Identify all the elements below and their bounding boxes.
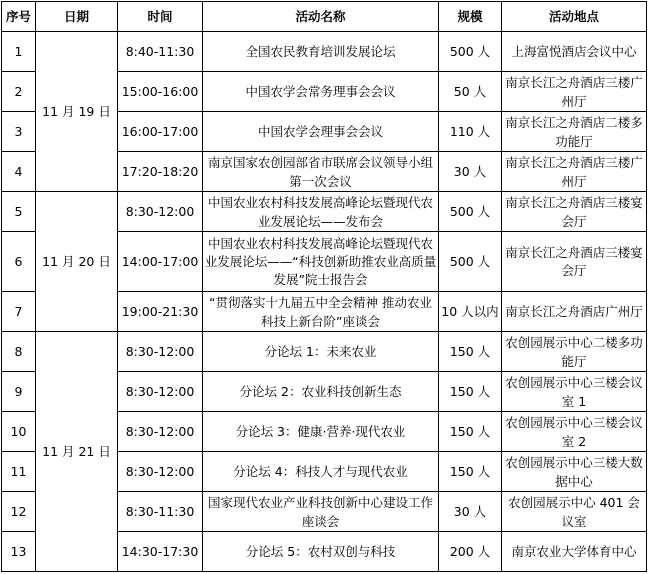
cell-no: 1 [2,32,36,72]
cell-no: 11 [2,452,36,492]
cell-time: 8:30-12:00 [118,332,203,372]
cell-no: 4 [2,152,36,192]
cell-venue: 南京长江之舟酒店三楼宴会厅 [502,192,647,232]
cell-scale: 200 人 [439,532,502,572]
header-scale: 规模 [439,2,502,32]
header-name: 活动名称 [203,2,439,32]
table-row [2,192,647,232]
cell-scale: 50 人 [439,72,502,112]
cell-time: 8:30-12:00 [118,412,203,452]
header-date: 日期 [36,2,118,32]
event-schedule-table [1,1,647,572]
cell-scale: 500 人 [439,192,502,232]
cell-name: 分论坛 3：健康·营养·现代农业 [203,412,439,452]
cell-time: 16:00-17:00 [118,112,203,152]
cell-scale: 150 人 [439,452,502,492]
cell-time: 19:00-21:30 [118,292,203,332]
header-no: 序号 [2,2,36,32]
cell-name: 国家现代农业产业科技创新中心建设工作座谈会 [203,492,439,532]
cell-time: 17:20-18:20 [118,152,203,192]
cell-time: 14:00-17:00 [118,232,203,292]
cell-scale: 30 人 [439,492,502,532]
cell-name: 中国农学会理事会会议 [203,112,439,152]
cell-name: 中国农业农村科技发展高峰论坛暨现代农业发展论坛——“科技创新助推农业高质量发展”院士报告会 [203,232,439,292]
cell-no: 8 [2,332,36,372]
cell-venue: 农创园展示中心三楼会议室 2 [502,412,647,452]
cell-name: 中国农业农村科技发展高峰论坛暨现代农业发展论坛——发布会 [203,192,439,232]
cell-venue: 农创园展示中心三楼会议室 1 [502,372,647,412]
cell-time: 8:30-12:00 [118,192,203,232]
cell-time: 15:00-16:00 [118,72,203,112]
cell-venue: 南京农业大学体育中心 [502,532,647,572]
cell-scale: 150 人 [439,372,502,412]
cell-venue: 上海富悦酒店会议中心 [502,32,647,72]
cell-scale: 10 人以内 [439,292,502,332]
cell-time: 8:30-12:00 [118,452,203,492]
cell-venue: 农创园展示中心二楼多功能厅 [502,332,647,372]
cell-venue: 南京长江之舟酒店广州厅 [502,292,647,332]
cell-venue: 南京长江之舟酒店三楼广州厅 [502,72,647,112]
cell-scale: 150 人 [439,332,502,372]
cell-no: 7 [2,292,36,332]
cell-time: 14:30-17:30 [118,532,203,572]
cell-no: 9 [2,372,36,412]
cell-scale: 500 人 [439,32,502,72]
cell-no: 2 [2,72,36,112]
cell-name: “贯彻落实十九届五中全会精神 推动农业科技上新台阶”座谈会 [203,292,439,332]
cell-name: 南京国家农创园部省市联席会议领导小组第一次会议 [203,152,439,192]
cell-scale: 150 人 [439,412,502,452]
cell-venue: 南京长江之舟酒店二楼多功能厅 [502,112,647,152]
cell-venue: 农创园展示中心三楼大数据中心 [502,452,647,492]
cell-scale: 110 人 [439,112,502,152]
cell-venue: 农创园展示中心 401 会议室 [502,492,647,532]
cell-time: 8:40-11:30 [118,32,203,72]
cell-date: 11 月 21 日 [36,332,118,572]
header-venue: 活动地点 [502,2,647,32]
cell-time: 8:30-11:30 [118,492,203,532]
cell-no: 13 [2,532,36,572]
cell-scale: 30 人 [439,152,502,192]
cell-name: 分论坛 2：农业科技创新生态 [203,372,439,412]
cell-venue: 南京长江之舟酒店三楼广州厅 [502,152,647,192]
cell-name: 全国农民教育培训发展论坛 [203,32,439,72]
cell-no: 10 [2,412,36,452]
table-row [2,332,647,372]
cell-scale: 500 人 [439,232,502,292]
cell-name: 中国农学会常务理事会会议 [203,72,439,112]
cell-name: 分论坛 5：农村双创与科技 [203,532,439,572]
header-time: 时间 [118,2,203,32]
cell-venue: 南京长江之舟酒店三楼宴会厅 [502,232,647,292]
cell-no: 5 [2,192,36,232]
cell-name: 分论坛 4：科技人才与现代农业 [203,452,439,492]
cell-date: 11 月 20 日 [36,192,118,332]
cell-no: 12 [2,492,36,532]
cell-date: 11 月 19 日 [36,32,118,192]
cell-no: 6 [2,232,36,292]
header-row [2,2,647,32]
table-row [2,32,647,72]
cell-no: 3 [2,112,36,152]
cell-name: 分论坛 1：未来农业 [203,332,439,372]
cell-time: 8:30-12:00 [118,372,203,412]
